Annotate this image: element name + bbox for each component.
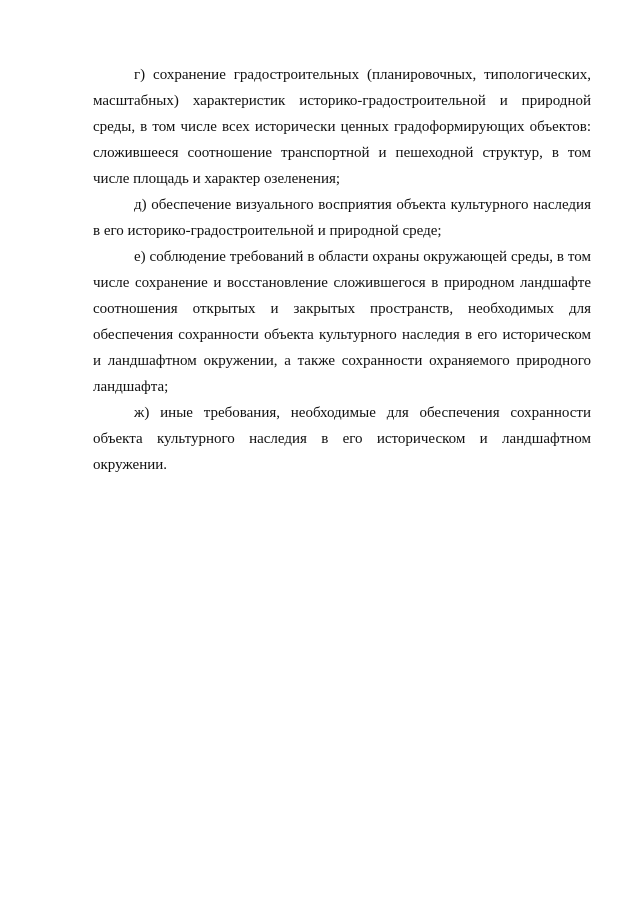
paragraph-e: е) соблюдение требований в области охраны окружающей среды, в том числе сохранение и восстановление сложившегося в природном ландшафте соотношения открытых и закрытых пространств, необходимых для обеспечения сохранности объекта культурного наследия в его историческом и ландшафтном окружении, а также сохранности охраняемого природного ландшафта; xyxy=(93,249,591,395)
paragraph-zh: ж) иные требования, необходимые для обеспечения сохранности объекта культурного наследия в его историческом и ландшафтном окружении. xyxy=(93,405,591,473)
paragraph-d: д) обеспечение визуального восприятия объекта культурного наследия в его историко-градостроительной и природной среде; xyxy=(93,197,591,239)
paragraph-g: г) сохранение градостроительных (планировочных, типологических, масштабных) характеристик историко-градостроительной и природной среды, в том числе всех исторически ценных градоформирующих объектов: сложившееся соотношение транспортной и пешеходной структур, в том числе площадь и характер озеленения; xyxy=(93,67,591,187)
document-body xyxy=(93,62,591,478)
